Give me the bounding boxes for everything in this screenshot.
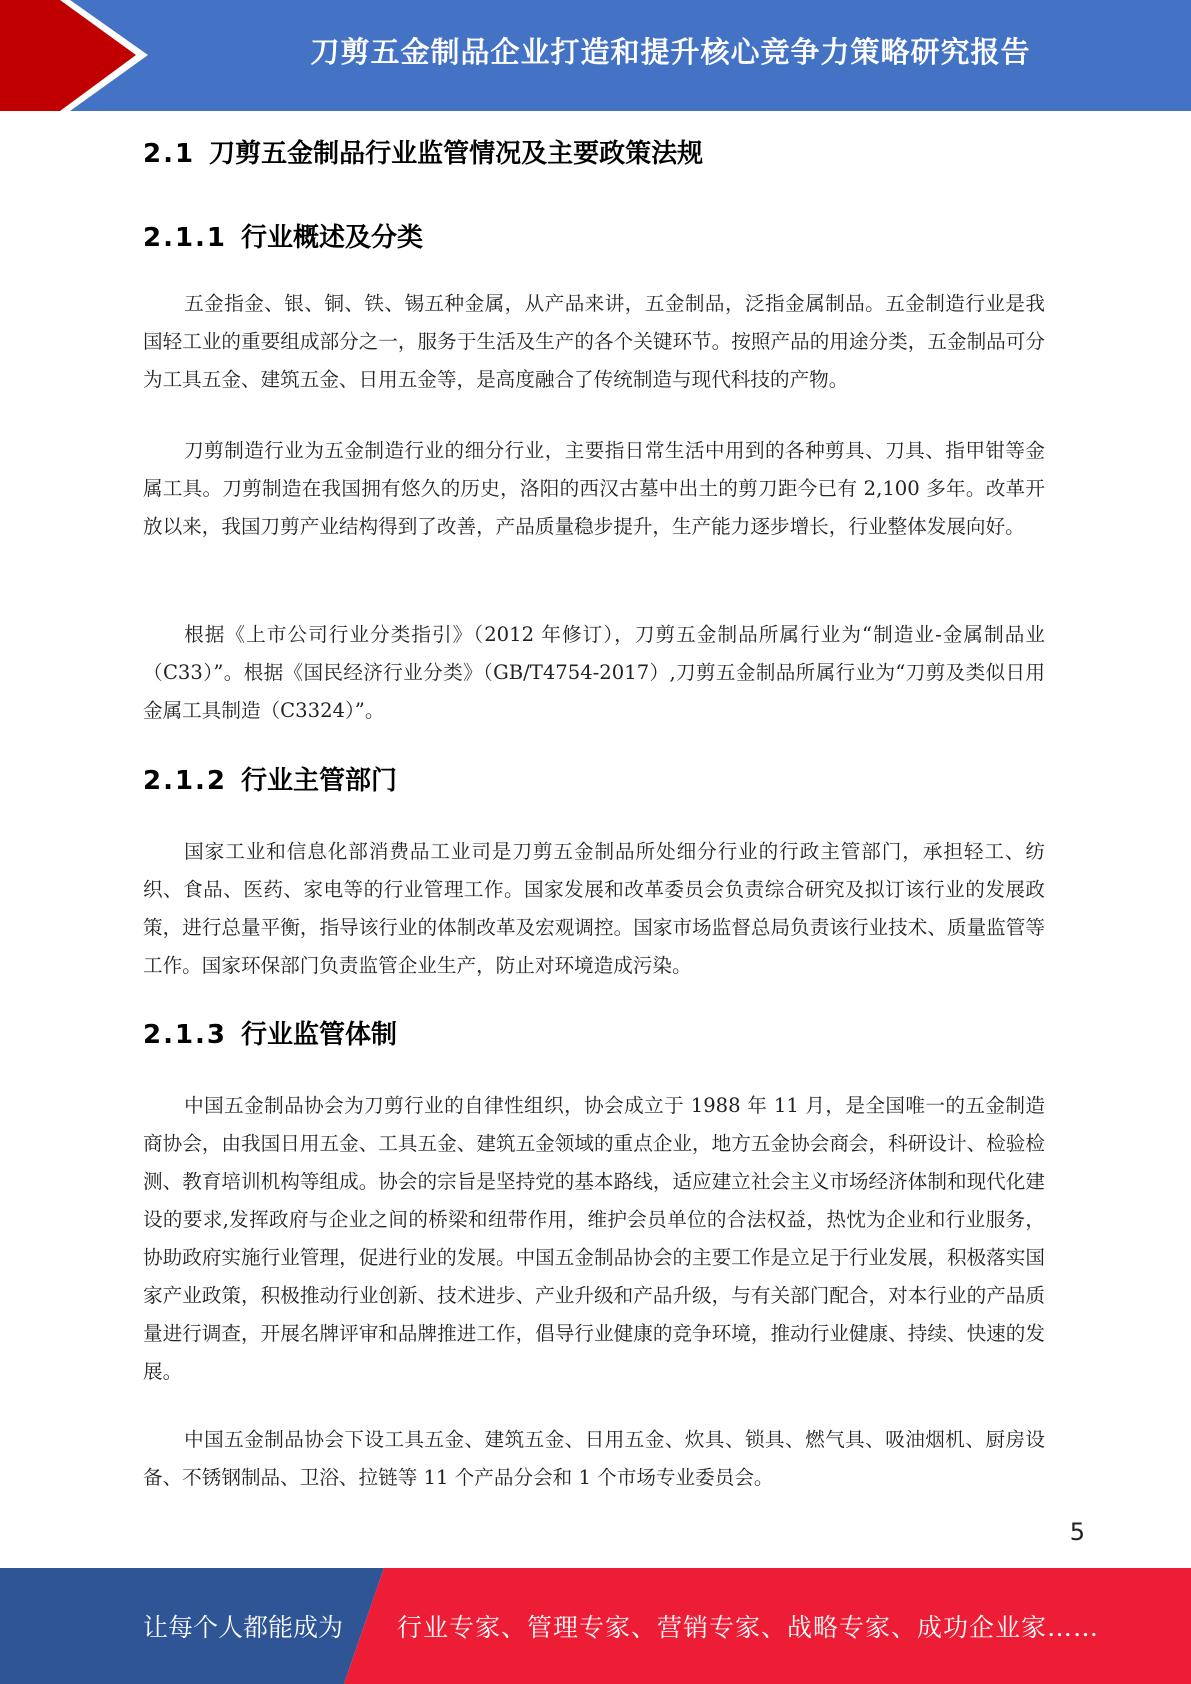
section-heading-2-1 xyxy=(143,133,703,170)
section-title: 行业监管体制 xyxy=(241,1020,398,1050)
section-number: 2.1.3 xyxy=(143,1020,228,1050)
paragraph: 根据《上市公司行业分类指引》（2012 年修订），刀剪五金制品所属行业为“制造业-金属制品业（C33）”。根据《国民经济行业分类》（GB/T4754-2017）,刀剪五金制品所属行业为“刀剪及类似日用金属工具制造（C3324）”。 xyxy=(143,623,1045,722)
page-number: 5 xyxy=(1069,1518,1085,1546)
header-band xyxy=(0,0,1191,111)
paragraph: 中国五金制品协会下设工具五金、建筑五金、日用五金、炊具、锁具、燃气具、吸油烟机、厨房设备、不锈钢制品、卫浴、拉链等 11 个产品分会和 1 个市场专业委员会。 xyxy=(143,1428,1045,1489)
footer-slogan-right: 行业专家、管理专家、营销专家、战略专家、成功企业家…… xyxy=(397,1613,1100,1642)
header-arrow-decoration xyxy=(0,0,160,111)
section-number: 2.1.2 xyxy=(143,766,228,796)
section-heading-2-1-2 xyxy=(143,760,397,797)
report-title: 刀剪五金制品企业打造和提升核心竞争力策略研究报告 xyxy=(310,34,1031,69)
footer-slogan-left: 让每个人都能成为 xyxy=(143,1613,344,1642)
section-title: 行业主管部门 xyxy=(241,766,398,796)
paragraph: 五金指金、银、铜、铁、锡五种金属，从产品来讲，五金制品，泛指金属制品。五金制造行业是我国轻工业的重要组成部分之一，服务于生活及生产的各个关键环节。按照产品的用途分类，五金制品可分为工具五金、建筑五金、日用五金等，是高度融合了传统制造与现代科技的产物。 xyxy=(143,292,1045,391)
paragraph: 中国五金制品协会为刀剪行业的自律性组织，协会成立于 1988 年 11 月，是全国唯一的五金制造商协会，由我国日用五金、工具五金、建筑五金领域的重点企业，地方五金协会商会，科研设计、检验检测、教育培训机构等组成。协会的宗旨是坚持党的基本路线，适应建立社会主义市场经济体制和现代化建设的要求,发挥政府与企业之间的桥梁和纽带作用，维护会员单位的合法权益，热忱为企业和行业服务，协助政府实施行业管理，促进行业的发展。中国五金制品协会的主要工作是立足于行业发展，积极落实国家产业政策，积极推动行业创新、技术进步、产业升级和产品升级，与有关部门配合，对本行业的产品质量进行调查，开展名牌评审和品牌推进工作，倡导行业健康的竞争环境，推动行业健康、持续、快速的发展。 xyxy=(143,1094,1045,1383)
section-title: 刀剪五金制品行业监管情况及主要政策法规 xyxy=(209,139,704,169)
section-title: 行业概述及分类 xyxy=(241,223,424,253)
section-heading-2-1-1 xyxy=(143,217,423,254)
section-heading-2-1-3 xyxy=(143,1014,397,1051)
paragraph: 国家工业和信息化部消费品工业司是刀剪五金制品所处细分行业的行政主管部门，承担轻工、纺织、食品、医药、家电等的行业管理工作。国家发展和改革委员会负责综合研究及拟订该行业的发展政策，进行总量平衡，指导该行业的体制改革及宏观调控。国家市场监督总局负责该行业技术、质量监管等工作。国家环保部门负责监管企业生产，防止对环境造成污染。 xyxy=(143,840,1045,977)
section-number: 2.1 xyxy=(143,139,196,169)
paragraph: 刀剪制造行业为五金制造行业的细分行业，主要指日常生活中用到的各种剪具、刀具、指甲钳等金属工具。刀剪制造在我国拥有悠久的历史，洛阳的西汉古墓中出土的剪刀距今已有 2,100 多年。改革开放以来，我国刀剪产业结构得到了改善，产品质量稳步提升，生产能力逐步增长，行业整体发展向好。 xyxy=(143,439,1045,538)
section-number: 2.1.1 xyxy=(143,223,228,253)
footer-band xyxy=(0,1568,1191,1684)
